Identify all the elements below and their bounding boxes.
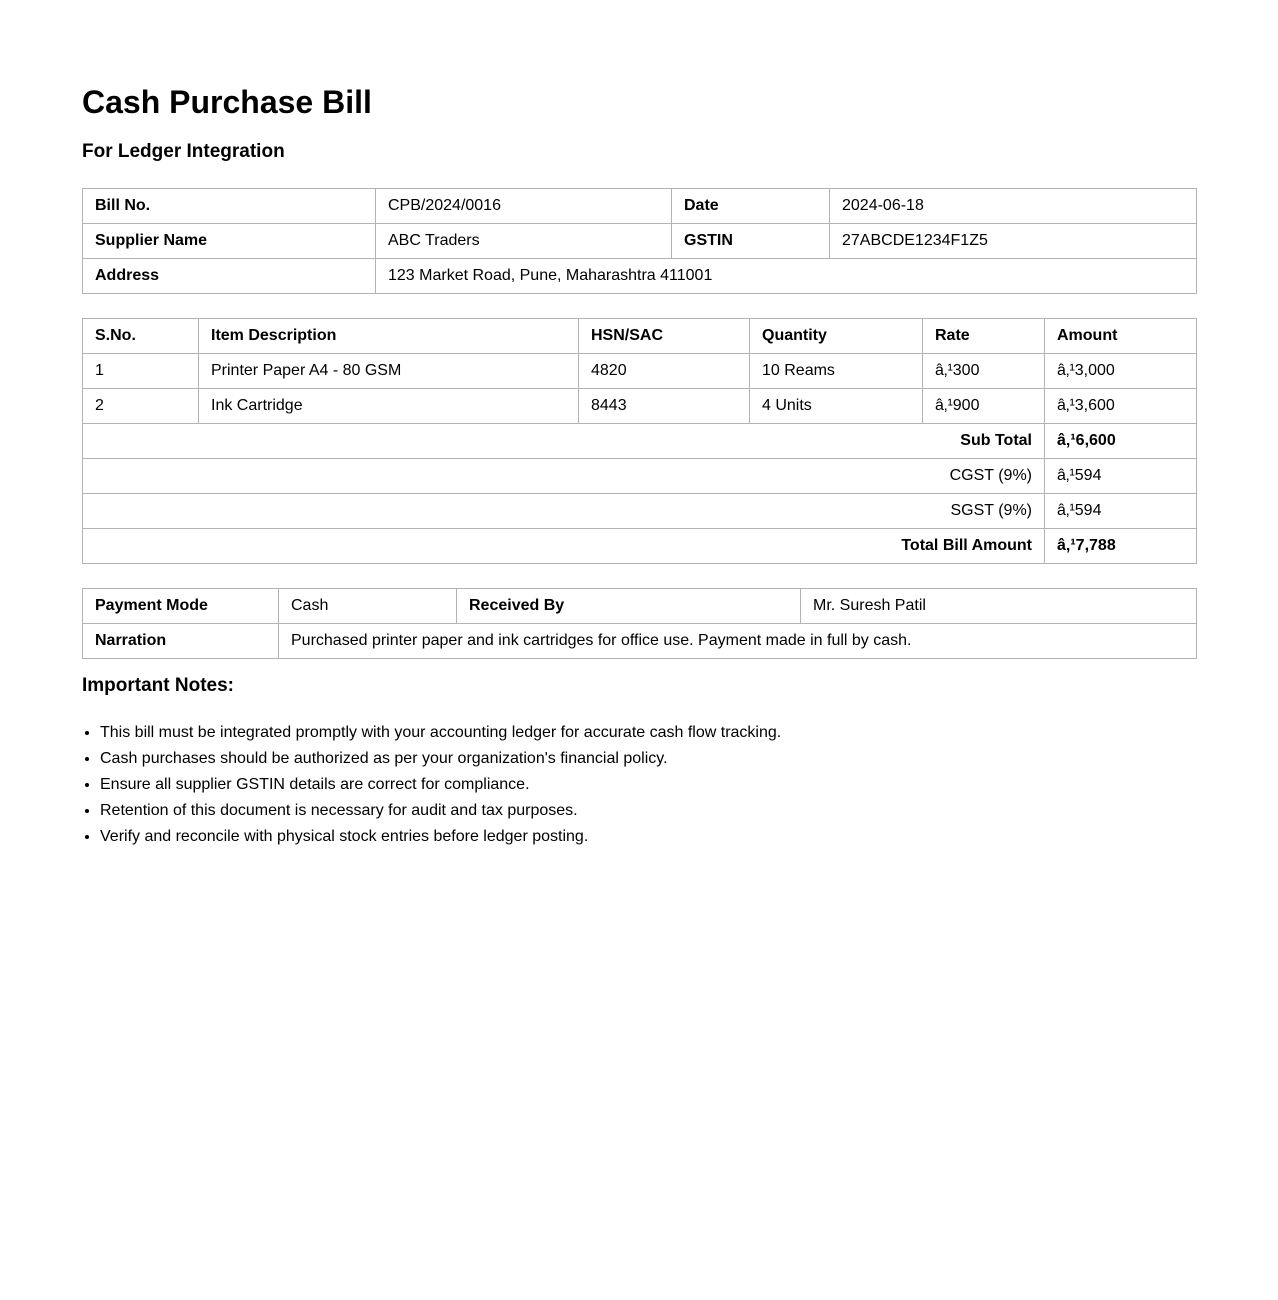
column-header-rate: Rate xyxy=(923,319,1045,354)
narration-value: Purchased printer paper and ink cartridges for office use. Payment made in full by cash. xyxy=(279,624,1197,659)
cgst-row xyxy=(83,459,1197,494)
items-header-row xyxy=(83,319,1197,354)
narration-label: Narration xyxy=(83,624,279,659)
cgst-value: â‚¹594 xyxy=(1045,459,1197,494)
address-value: 123 Market Road, Pune, Maharashtra 411001 xyxy=(376,259,1197,294)
gstin-value: 27ABCDE1234F1Z5 xyxy=(830,224,1197,259)
list-item: • Ensure all supplier GSTIN details are correct for compliance. xyxy=(100,772,781,798)
item-rate: â‚¹900 xyxy=(923,389,1045,424)
sgst-value: â‚¹594 xyxy=(1045,494,1197,529)
item-description: Ink Cartridge xyxy=(199,389,579,424)
total-value: â‚¹7,788 xyxy=(1045,529,1197,564)
column-header-amount: Amount xyxy=(1045,319,1197,354)
table-row xyxy=(83,354,1197,389)
address-label: Address xyxy=(83,259,376,294)
supplier-name-label: Supplier Name xyxy=(83,224,376,259)
list-item: • Verify and reconcile with physical stock entries before ledger posting. xyxy=(100,824,781,850)
payment-row xyxy=(83,589,1197,624)
item-amount: â‚¹3,600 xyxy=(1045,389,1197,424)
payment-table xyxy=(82,588,1197,659)
column-header-quantity: Quantity xyxy=(750,319,923,354)
list-item: • Cash purchases should be authorized as per your organization's financial policy. xyxy=(100,746,781,772)
subtotal-label: Sub Total xyxy=(83,424,1045,459)
item-hsn: 4820 xyxy=(579,354,750,389)
list-item: • Retention of this document is necessary for audit and tax purposes. xyxy=(100,798,781,824)
item-description: Printer Paper A4 - 80 GSM xyxy=(199,354,579,389)
subtotal-value: â‚¹6,600 xyxy=(1045,424,1197,459)
total-label: Total Bill Amount xyxy=(83,529,1045,564)
column-header-sno: S.No. xyxy=(83,319,199,354)
notes-list xyxy=(82,720,781,850)
item-sno: 2 xyxy=(83,389,199,424)
bill-info-row xyxy=(83,189,1197,224)
gstin-label: GSTIN xyxy=(672,224,830,259)
date-label: Date xyxy=(672,189,830,224)
notes-heading: Important Notes: xyxy=(82,675,234,696)
payment-mode-value: Cash xyxy=(279,589,457,624)
list-item: • This bill must be integrated promptly with your accounting ledger for accurate cash flow tracking. xyxy=(100,720,781,746)
table-row xyxy=(83,389,1197,424)
supplier-name-value: ABC Traders xyxy=(376,224,672,259)
bill-no-value: CPB/2024/0016 xyxy=(376,189,672,224)
received-by-label: Received By xyxy=(457,589,801,624)
page-title: Cash Purchase Bill xyxy=(82,84,372,120)
total-row xyxy=(83,529,1197,564)
page-subtitle: For Ledger Integration xyxy=(82,141,285,162)
cgst-label: CGST (9%) xyxy=(83,459,1045,494)
sgst-label: SGST (9%) xyxy=(83,494,1045,529)
bill-info-row xyxy=(83,259,1197,294)
date-value: 2024-06-18 xyxy=(830,189,1197,224)
payment-mode-label: Payment Mode xyxy=(83,589,279,624)
subtotal-row xyxy=(83,424,1197,459)
item-hsn: 8443 xyxy=(579,389,750,424)
bill-no-label: Bill No. xyxy=(83,189,376,224)
item-quantity: 10 Reams xyxy=(750,354,923,389)
column-header-description: Item Description xyxy=(199,319,579,354)
item-quantity: 4 Units xyxy=(750,389,923,424)
item-rate: â‚¹300 xyxy=(923,354,1045,389)
item-amount: â‚¹3,000 xyxy=(1045,354,1197,389)
bill-info-table xyxy=(82,188,1197,294)
items-table xyxy=(82,318,1197,564)
received-by-value: Mr. Suresh Patil xyxy=(801,589,1197,624)
bill-info-row xyxy=(83,224,1197,259)
narration-row xyxy=(83,624,1197,659)
column-header-hsn: HSN/SAC xyxy=(579,319,750,354)
sgst-row xyxy=(83,494,1197,529)
item-sno: 1 xyxy=(83,354,199,389)
